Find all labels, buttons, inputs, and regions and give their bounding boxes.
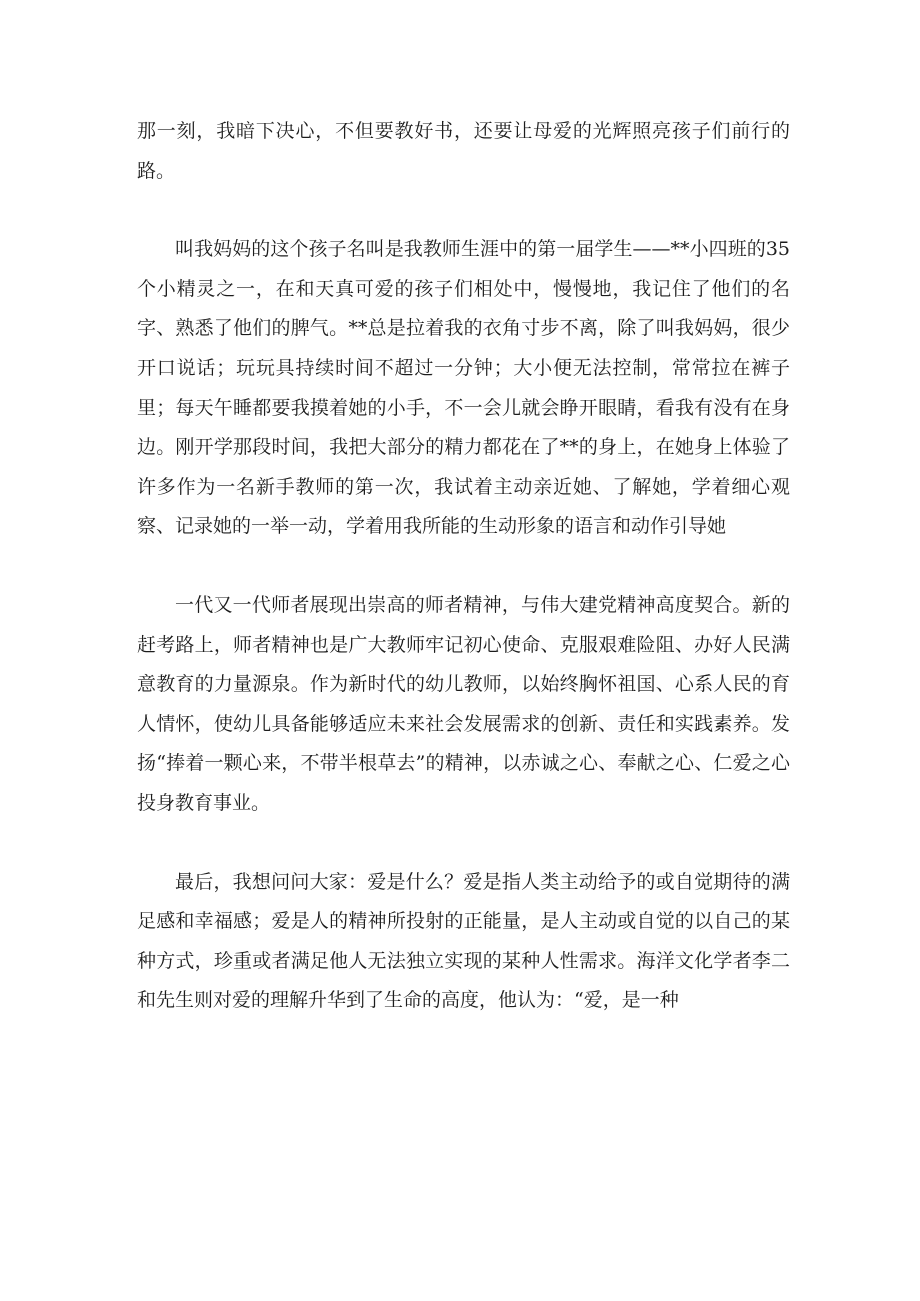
document-body [137, 112, 790, 1060]
paragraph-3: 一代又一代师者展现出崇高的师者精神，与伟大建党精神高度契合。新的赶考路上，师者精神也是广大教师牢记初心使命、克服艰难险阻、办好人民满意教育的力量源泉。作为新时代的幼儿教师，以始终胸怀祖国、心系人民的育人情怀，使幼儿具备能够适应未来社会发展需求的创新、责任和实践素养。发扬“捧着一颗心来，不带半根草去”的精神，以赤诚之心、奉献之心、仁爱之心投身教育事业。 [137, 593, 790, 814]
paragraph-2: 叫我妈妈的这个孩子名叫是我教师生涯中的第一届学生——**小四班的35个小精灵之一，在和天真可爱的孩子们相处中，慢慢地，我记住了他们的名字、熟悉了他们的脾气。**总是拉着我的衣角寸步不离，除了叫我妈妈，很少开口说话；玩玩具持续时间不超过一分钟；大小便无法控制，常常拉在裤子里；每天午睡都要我摸着她的小手，不一会儿就会睁开眼睛，看我有没有在身边。刚开学那段时间，我把大部分的精力都花在了**的身上，在她身上体验了许多作为一名新手教师的第一次，我试着主动亲近她、了解她，学着细心观察、记录她的一举一动，学着用我所能的生动形象的语言和动作引导她 [137, 238, 790, 538]
paragraph-4: 最后，我想问问大家：爱是什么？爱是指人类主动给予的或自觉期待的满足感和幸福感；爱是人的精神所投射的正能量，是人主动或自觉的以自己的某种方式，珍重或者满足他人无法独立实现的某种人性需求。海洋文化学者李二和先生则对爱的理解升华到了生命的高度，他认为：“爱，是一种 [137, 870, 790, 1012]
paragraph-1: 那一刻，我暗下决心，不但要教好书，还要让母爱的光辉照亮孩子们前行的路。 [137, 120, 790, 182]
